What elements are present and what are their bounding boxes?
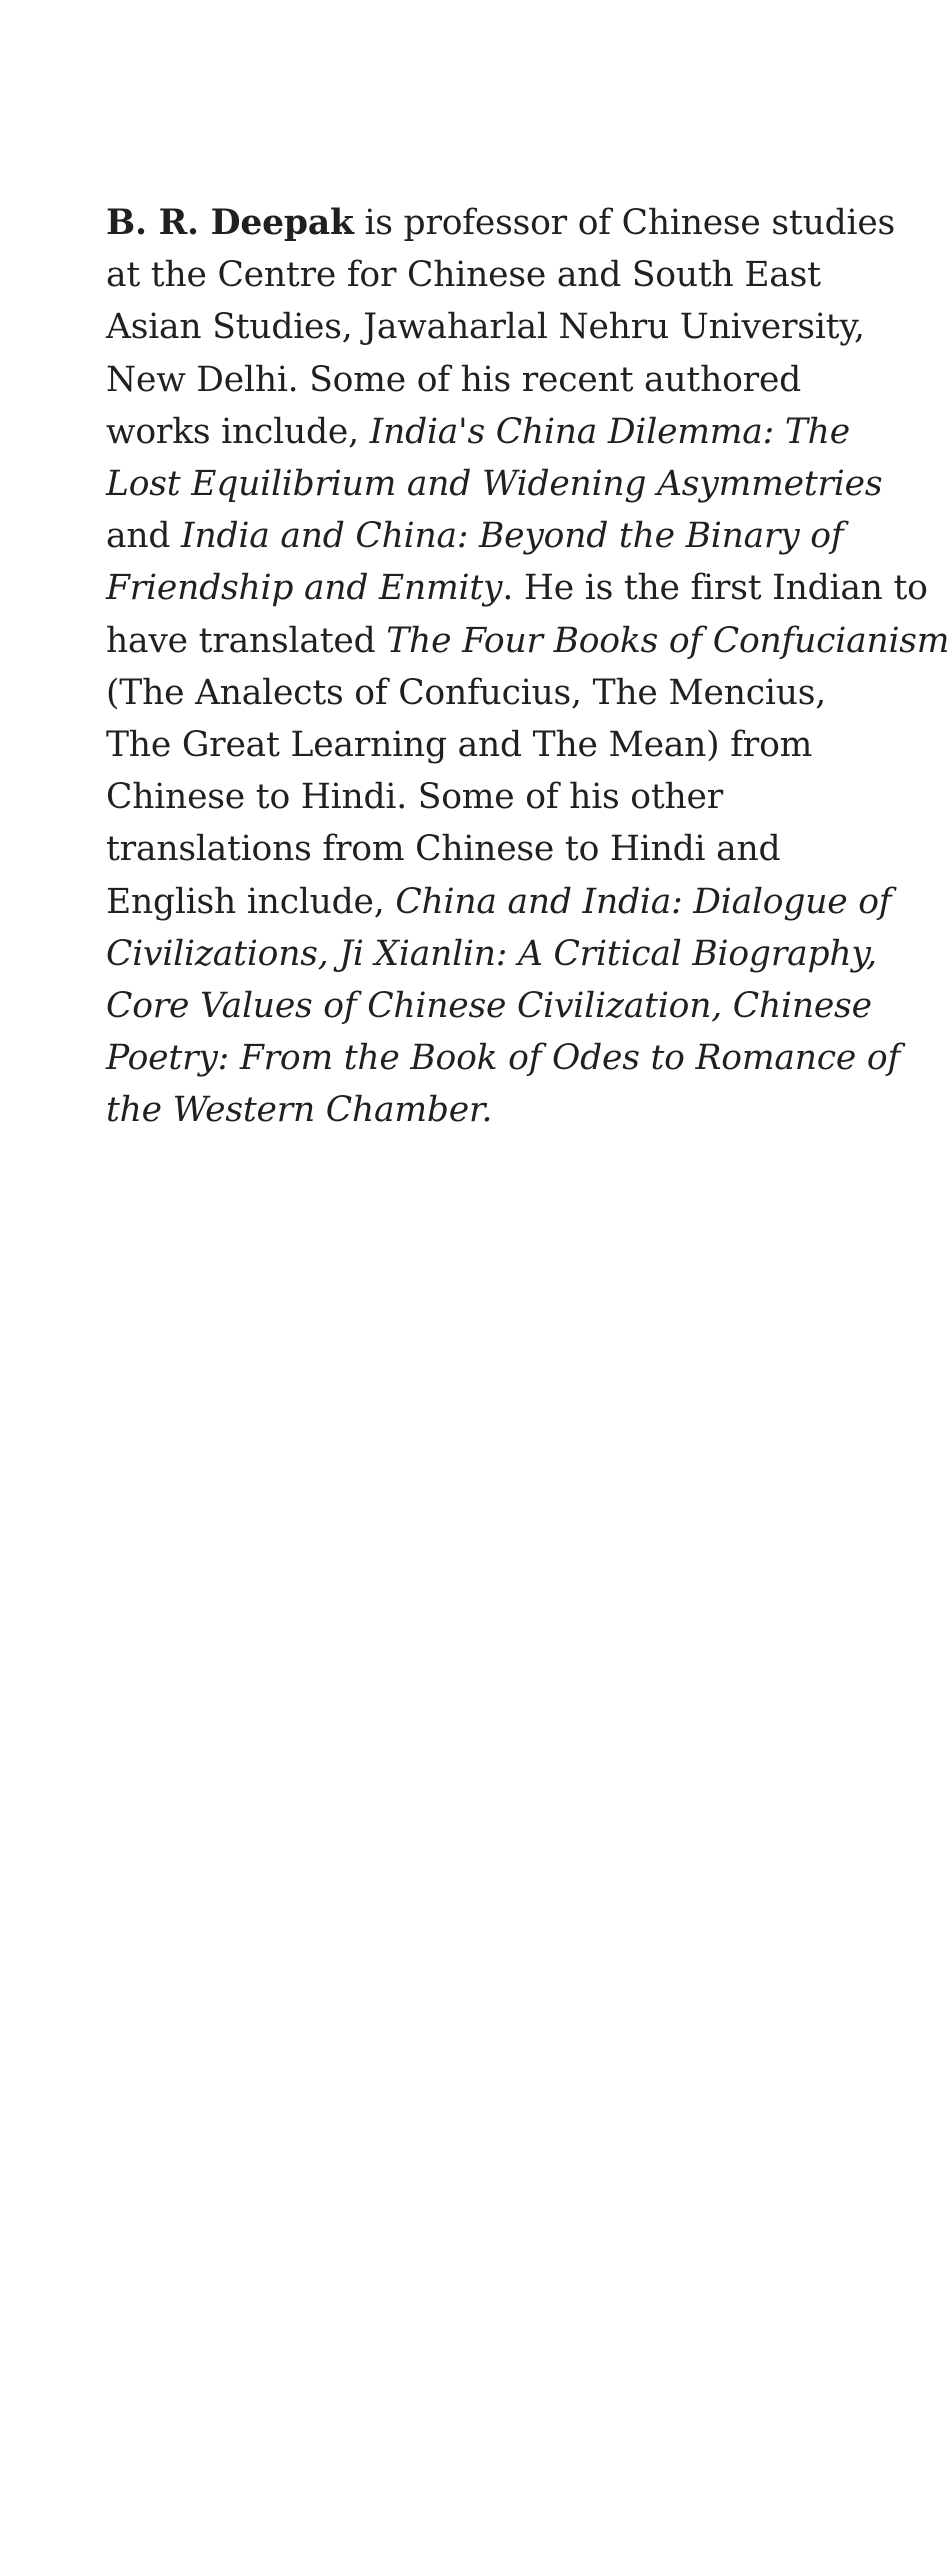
bio-text: translations from Chinese to Hindi and [106,829,781,870]
bio-text: . He is the first Indian to [502,568,928,609]
bio-text: Chinese to Hindi. Some of his other [106,777,724,818]
bio-line [106,823,856,875]
bio-line [106,1032,901,1084]
bio-text: works include, [106,411,370,452]
author-bio-paragraph [106,197,949,1137]
book-title-text: Core Values of Chinese Civilization, Chinese [106,986,872,1027]
bio-text: (The Analects of Confucius, The Mencius, [106,672,827,713]
bio-text: at the Centre for Chinese and South East [106,255,821,296]
bio-text: is professor of Chinese studies [353,203,896,243]
book-title-text: Poetry: From the Book of Odes to Romance of [106,1038,901,1079]
bio-line [106,249,856,301]
bio-line [106,876,892,928]
bio-line [106,354,856,406]
bio-line [106,928,877,980]
book-title-text: China and India: Dialogue of [395,881,892,922]
bio-line [106,562,928,614]
bio-text: and [106,516,182,557]
bio-line [106,510,856,562]
bio-line [106,197,896,249]
book-title-text: Civilizations, Ji Xianlin: A Critical Biography, [106,933,877,974]
book-title-text: India's China Dilemma: The [369,411,850,452]
book-title-text: The Four Books of Confucianism [386,620,949,661]
bio-line [106,301,865,353]
bio-line [106,458,883,510]
bio-text: The Great Learning and The Mean) from [106,725,813,766]
bio-text: New Delhi. Some of his recent authored [106,359,802,400]
bio-line [106,771,856,823]
book-title-text: Friendship and Enmity [106,568,503,609]
bio-text: English include, [106,881,396,922]
book-title-text: the Western Chamber. [106,1090,493,1131]
book-title-text: India and China: Beyond the Binary of [181,516,844,557]
bio-line [106,667,856,719]
bio-text: have translated [106,620,387,661]
bio-line [106,1084,856,1136]
book-title-text: Lost Equilibrium and Widening Asymmetries [106,464,883,505]
author-name: B. R. Deepak [106,203,354,243]
bio-line [106,719,856,771]
bio-line [106,980,872,1032]
bio-line [106,406,856,458]
bio-text: Asian Studies, Jawaharlal Nehru University, [106,307,865,348]
bio-line [106,615,949,667]
